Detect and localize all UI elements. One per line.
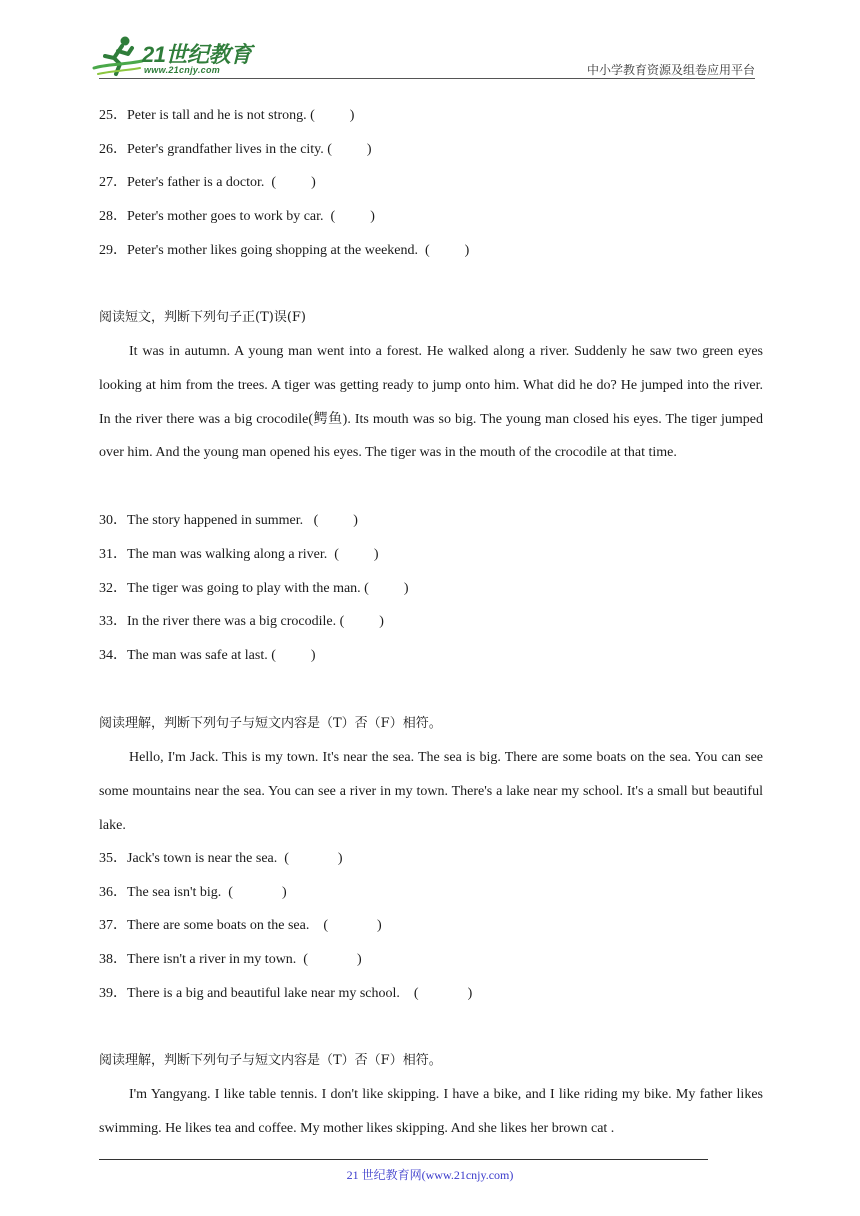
question-36: 36．The sea isn't big. ( ): [99, 885, 287, 900]
section3-passage: Hello, I'm Jack. This is my town. It's near the sea. The sea is big. There are some boats on the sea. You can see some mountains near the sea. You can see a river in my town. There's a lake near my school. It's a small but beautiful lake.: [99, 750, 763, 833]
question-31: 31．The man was walking along a river. ( ): [99, 547, 379, 562]
section3-instruction: 阅读理解，判断下列句子与短文内容是（T）否（F）相符。: [99, 716, 442, 731]
header-divider: [99, 78, 755, 79]
question-34: 34．The man was safe at last. ( ): [99, 648, 316, 663]
question-25: 25．Peter is tall and he is not strong. ( ): [99, 108, 355, 123]
question-39: 39．There is a big and beautiful lake near my school. ( ): [99, 986, 473, 1001]
site-logo: [92, 34, 262, 80]
footer-text[interactable]: 21 世纪教育网(www.21cnjy.com): [346, 1168, 514, 1182]
footer-divider: [99, 1159, 708, 1160]
section2-instruction: 阅读短文，判断下列句子正(T)误(F): [99, 310, 306, 325]
question-37: 37．There are some boats on the sea. ( ): [99, 918, 382, 933]
logo-url: www.21cnjy.com: [144, 65, 221, 75]
question-38: 38．There isn't a river in my town. ( ): [99, 952, 362, 967]
question-29: 29．Peter's mother likes going shopping at the weekend. ( ): [99, 243, 470, 258]
question-33: 33．In the river there was a big crocodile. ( ): [99, 614, 384, 629]
header-title: 中小学教育资源及组卷应用平台: [586, 63, 755, 77]
logo-text: 21世纪教育: [142, 42, 252, 67]
question-28: 28．Peter's mother goes to work by car. ( ): [99, 209, 375, 224]
section4-passage: I'm Yangyang. I like table tennis. I don't like skipping. I have a bike, and I like riding my bike. My father likes swimming. He likes tea and coffee. My mother likes skipping. And she likes her brown cat .: [99, 1087, 763, 1136]
section4-instruction: 阅读理解，判断下列句子与短文内容是（T）否（F）相符。: [99, 1053, 442, 1068]
question-30: 30．The story happened in summer. ( ): [99, 513, 358, 528]
question-26: 26．Peter's grandfather lives in the city. ( ): [99, 142, 372, 157]
runner-logo-icon: [92, 34, 144, 78]
section2-passage: It was in autumn. A young man went into a forest. He walked along a river. Suddenly he saw two green eyes looking at him from the trees. A tiger was getting ready to jump onto him. What did he do? He jumped into the river. In the river there was a big crocodile(鳄鱼). Its mouth was so big. The young man closed his eyes. The tiger jumped over him. And the young man opened his eyes. The tiger was in the mouth of the crocodile at that time.: [99, 344, 763, 461]
question-27: 27．Peter's father is a doctor. ( ): [99, 175, 316, 190]
question-32: 32．The tiger was going to play with the man. ( ): [99, 581, 409, 596]
question-35: 35．Jack's town is near the sea. ( ): [99, 851, 343, 866]
